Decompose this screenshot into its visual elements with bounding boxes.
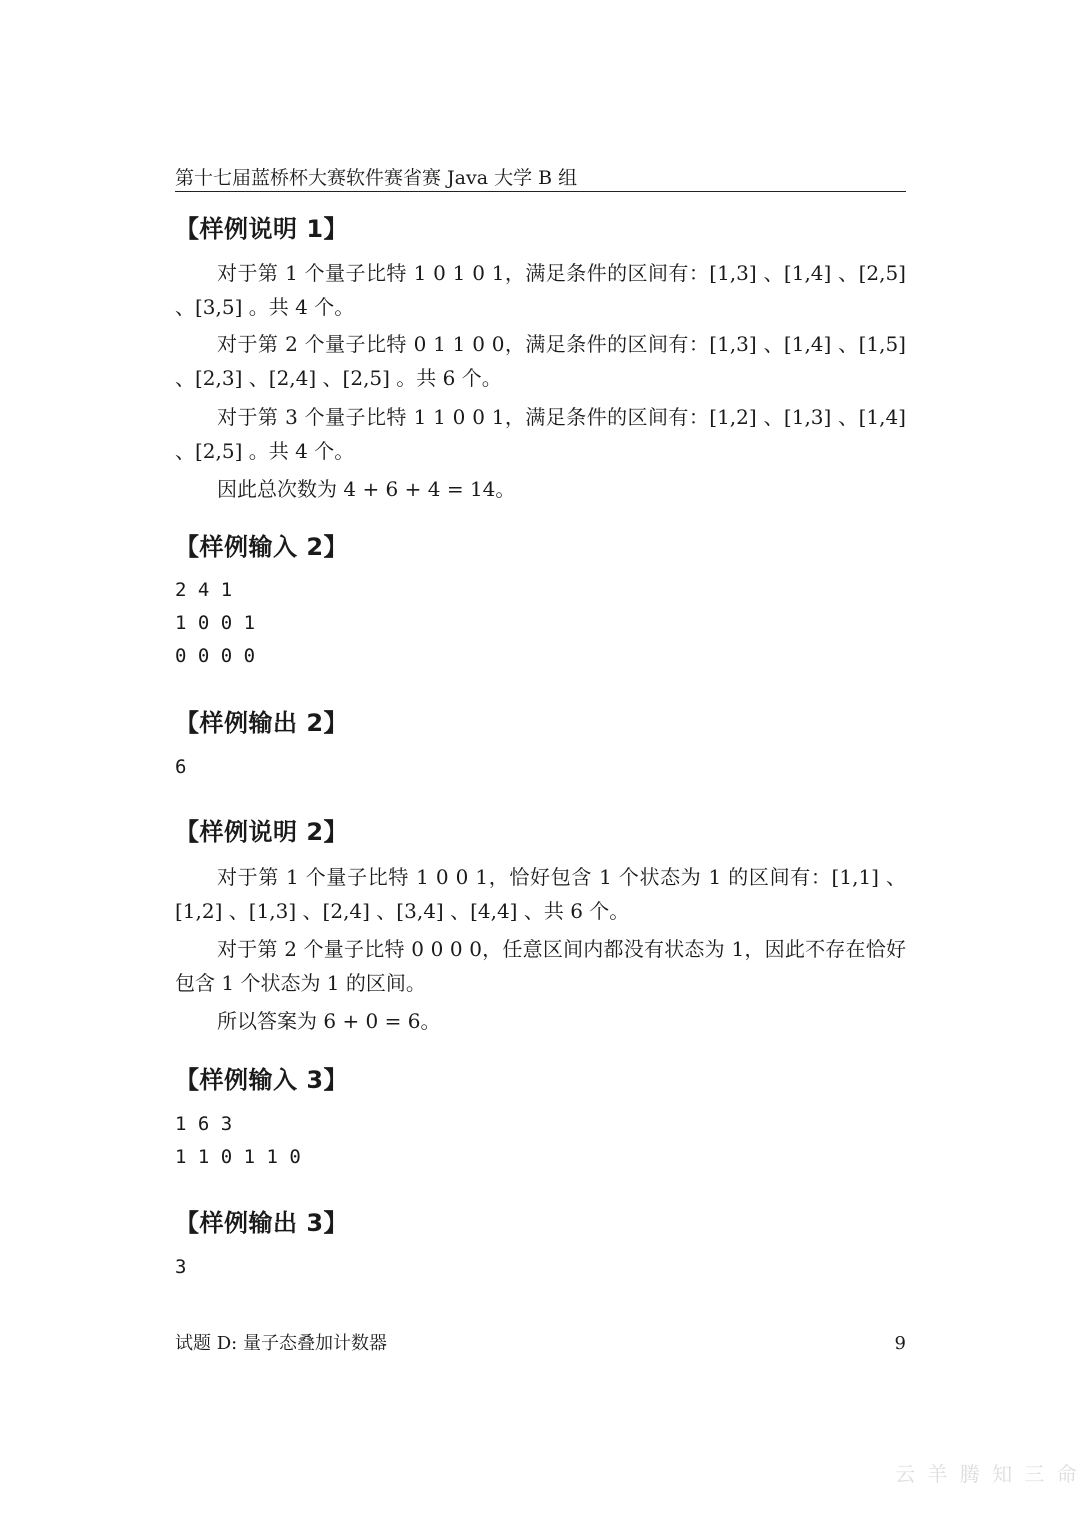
heading-sample-input-2: 【样例输入 2】 bbox=[175, 533, 349, 561]
paragraph: 对于第 3 个量子比特 1 1 0 0 1，满足条件的区间有：[1,2] 、[1,3] 、[1,4] 、[2,5] 。共 4 个。 bbox=[175, 405, 913, 463]
paragraph: 所以答案为 6 + 0 = 6。 bbox=[217, 1009, 441, 1033]
page-number: 9 bbox=[894, 1333, 906, 1354]
code-line: 0 0 0 0 bbox=[175, 645, 256, 667]
code-line: 1 0 0 1 bbox=[175, 612, 256, 634]
code-line: 1 1 0 1 1 0 bbox=[175, 1146, 301, 1168]
running-header: 第十七届蓝桥杯大赛软件赛省赛 Java 大学 B 组 bbox=[175, 167, 578, 189]
paragraph: 对于第 1 个量子比特 1 0 1 0 1，满足条件的区间有：[1,3] 、[1,4] 、[2,5] 、[3,5] 。共 4 个。 bbox=[175, 261, 913, 319]
heading-sample-output-3: 【样例输出 3】 bbox=[175, 1209, 349, 1237]
heading-sample-explanation-1: 【样例说明 1】 bbox=[175, 215, 349, 243]
paragraph: 对于第 1 个量子比特 1 0 0 1，恰好包含 1 个状态为 1 的区间有：[1,1] 、[1,2] 、[1,3] 、[2,4] 、[3,4] 、[4,4] 、共 6 个。 bbox=[175, 865, 906, 923]
code-line: 3 bbox=[175, 1256, 187, 1278]
header-rule bbox=[175, 191, 906, 192]
heading-sample-input-3: 【样例输入 3】 bbox=[175, 1066, 349, 1094]
heading-sample-output-2: 【样例输出 2】 bbox=[175, 709, 349, 737]
heading-sample-explanation-2: 【样例说明 2】 bbox=[175, 818, 349, 846]
watermark: 云 羊 腾 知 三 命 bbox=[895, 1462, 1080, 1486]
paragraph: 对于第 2 个量子比特 0 1 1 0 0，满足条件的区间有：[1,3] 、[1,4] 、[1,5] 、[2,3] 、[2,4] 、[2,5] 。共 6 个。 bbox=[175, 332, 913, 390]
paragraph: 因此总次数为 4 + 6 + 4 = 14。 bbox=[217, 477, 516, 501]
code-line: 6 bbox=[175, 756, 187, 778]
code-line: 1 6 3 bbox=[175, 1113, 233, 1135]
footer-problem-title: 试题 D: 量子态叠加计数器 bbox=[175, 1333, 387, 1354]
paragraph: 对于第 2 个量子比特 0 0 0 0，任意区间内都没有状态为 1，因此不存在恰好包含 1 个状态为 1 的区间。 bbox=[175, 937, 906, 995]
code-line: 2 4 1 bbox=[175, 579, 233, 601]
